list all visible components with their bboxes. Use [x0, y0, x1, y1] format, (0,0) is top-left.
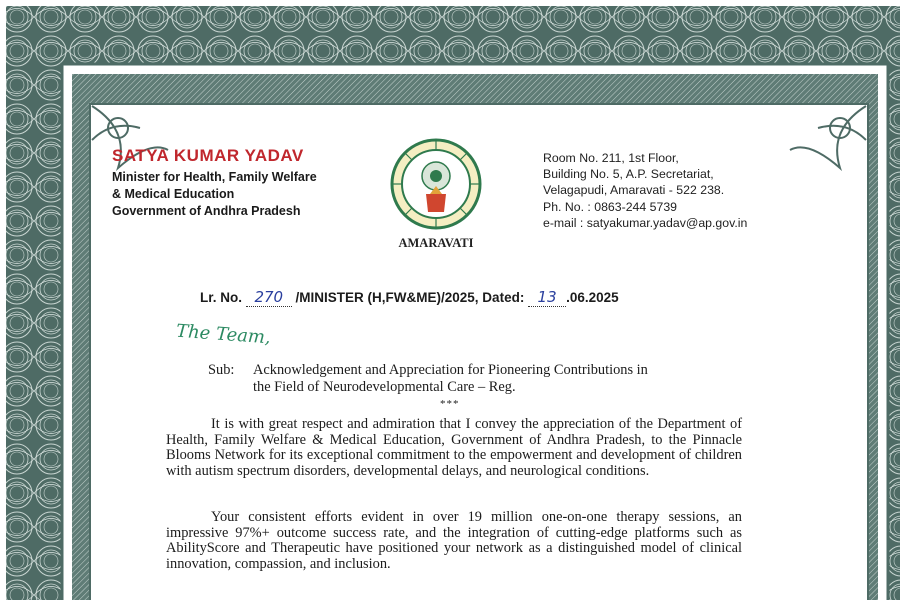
reference-day: 13: [528, 288, 566, 307]
subject-label: Sub:: [208, 362, 235, 378]
address-block: [543, 150, 747, 231]
letter-reference: [200, 288, 619, 307]
address-line: Building No. 5, A.P. Secretariat,: [543, 167, 714, 182]
subject-line: Acknowledgement and Appreciation for Pioneering Contributions in: [253, 362, 648, 378]
body-paragraph: Your consistent efforts evident in over 19 million one-on-one therapy sessions, an impressive 97%+ outcome success rate, and the integration of cutting-edge platforms such as AbilityScore and Therapeutic have positioned your network as a distinguished model of clinical innovation, compassion, and inclusion.: [166, 509, 742, 572]
sender-name: SATYA KUMAR YADAV: [112, 146, 304, 165]
sender-title-line: Government of Andhra Pradesh: [112, 204, 301, 218]
reference-prefix: Lr. No.: [200, 290, 243, 305]
body-paragraph: It is with great respect and admiration that I convey the appreciation of the Department of Health, Family Welfare & Medical Education, Government of Andhra Pradesh, to the Pinnacle Blooms Network for its exceptional commitment to the empowerment and development of children with autism spectrum disorders, developmental delays, and neurological conditions.: [166, 416, 742, 479]
sender-title-line: Minister for Health, Family Welfare: [112, 170, 317, 184]
emblem-label: AMARAVATI: [398, 236, 474, 250]
address-line: Velagapudi, Amaravati - 522 238.: [543, 183, 725, 198]
handwritten-salutation: The Team,: [175, 320, 272, 349]
email-line: e-mail : satyakumar.yadav@ap.gov.in: [543, 215, 748, 230]
subject-block: [208, 362, 748, 396]
subject-line: the Field of Neurodevelopmental Care – Reg.: [253, 379, 516, 395]
sender-block: [112, 146, 317, 220]
phone-line: Ph. No. : 0863-244 5739: [543, 199, 677, 214]
address-line: Room No. 211, 1st Floor,: [543, 151, 679, 165]
reference-middle: /MINISTER (H,FW&ME)/2025, Dated:: [295, 290, 525, 305]
reference-suffix: .06.2025: [566, 290, 619, 305]
separator: ***: [440, 398, 460, 410]
reference-number: 270: [246, 288, 292, 307]
sender-title-line: & Medical Education: [112, 187, 235, 201]
